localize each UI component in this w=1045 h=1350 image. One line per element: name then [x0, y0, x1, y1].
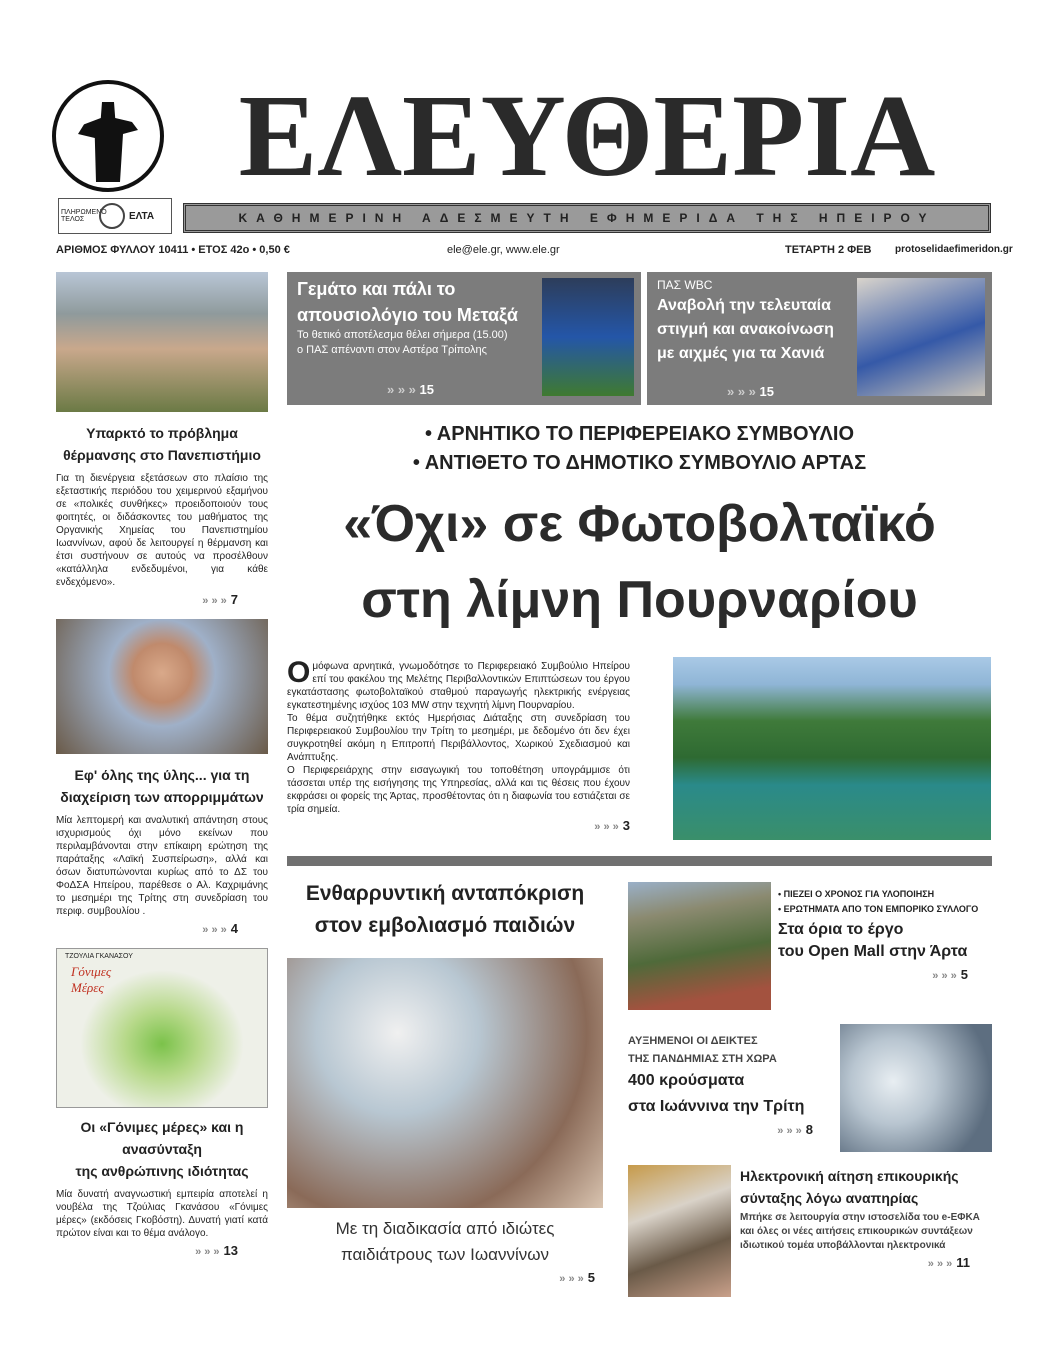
university-photo	[56, 272, 268, 412]
story-title: Γεμάτο και πάλι το	[297, 279, 456, 299]
page-ref: » » » 8	[777, 1122, 813, 1137]
page-ref: » » » 15	[727, 384, 775, 399]
story-title: Εφ' όλης της ύλης... για τη	[74, 767, 250, 783]
story-subtitle: Το θετικό αποτέλεσμα θέλει σήμερα (15.00)	[297, 329, 508, 341]
contact-info: ele@ele.gr, www.ele.gr	[447, 244, 560, 256]
drop-cap: Ο	[287, 656, 311, 689]
story-title: Ενθαρρυντική ανταπόκριση	[305, 882, 585, 905]
story-bullet: • ΕΡΩΤΗΜΑΤΑ ΑΠΟ ΤΟΝ ΕΜΠΟΡΙΚΟ ΣΥΛΛΟΓΟ	[778, 904, 979, 914]
story-text: Για τη διενέργεια εξετάσεων στο πλαίσιο της εξεταστικής περιόδου του χειμερινού εξαμήνου σε «πολικές συνθήκες» προειδοποιούν τους φοιτητές, οι διδάσκοντες του μαθήματος της Οργανικής Χημείας του Πανεπιστημίου Ιωαννίνων, αφού δε λειτουργεί η θέρμανση και έτσι συστήνουν σε αυτούς να προσέλθουν «κατάλληλα ενδεδυμένοι, για κάθε ενδεχόμενο».	[56, 473, 268, 588]
lead-bullet: • ΑΝΤΙΘΕΤΟ ΤΟ ΔΗΜΟΤΙΚΟ ΣΥΜΒΟΥΛΙΟ ΑΡΤΑΣ	[412, 452, 867, 474]
arta-aerial-photo	[628, 882, 771, 1010]
football-photo	[542, 278, 634, 396]
story-kicker: ΑΥΞΗΜΕΝΟΙ ΟΙ ΔΕΙΚΤΕΣ	[628, 1035, 758, 1047]
story-title: Αναβολή την τελευταία	[657, 297, 831, 314]
story-text: Μία λεπτομερή και αναλυτική απάντηση στους ισχυρισμούς όχι μόνο εκείνων που περιλαμβάνονται στην επίκαιρη ερώτηση της παράταξης «Λαϊκή Συσπείρωση», αλλά και όσων διατυπώνονται κυρίως από το ΔΣ του ΦοΔΣΑ Ηπείρου, παρέθεσε ο Αλ. Καχριμάνης το μεσημέρι της Τρίτης στη συνεδρίαση του περιφ. συμβουλίου .	[56, 815, 268, 917]
logo-emblem	[52, 80, 164, 192]
page-ref: » » » 5	[932, 967, 968, 982]
right-story-2[interactable]	[628, 1024, 992, 1154]
story-title: 400 κρούσματα	[628, 1072, 745, 1089]
page-ref: » » » 3	[594, 818, 630, 833]
story-subtitle: ιδιωτικού τομέα υποβάλλονται ηλεκτρονικά	[740, 1240, 946, 1251]
politician-photo	[56, 619, 268, 754]
left-story-1[interactable]	[56, 272, 268, 607]
story-title: Υπαρκτό το πρόβλημα	[86, 425, 238, 441]
lead-paragraph: μόφωνα αρνητικά, γνωμοδότησε το Περιφερειακό Συμβούλιο Ηπείρου επί του φακέλου της Μελέτης Περιβαλλοντικών Επιπτώσεων του έργου εγκατάστασης φωτοβολταϊκού σταθμού παραγωγής ηλεκτρικής ενέργειας εγκατεστημένης ισχύος 103 MW στην τεχνητή λίμνη Πουρναρίου.	[287, 661, 630, 711]
lead-body	[287, 656, 630, 833]
stamp-brand: ΕΛΤΑ	[129, 210, 155, 222]
story-title: σύνταξης λόγω αναπηρίας	[740, 1190, 919, 1206]
story-caption: παιδιάτρους των Ιωαννίνων	[340, 1245, 550, 1264]
divider	[287, 856, 992, 866]
story-title: στα Ιωάννινα την Τρίτη	[628, 1098, 805, 1115]
story-text: Μία δυνατή αναγνωστική εμπειρία αποτελεί η νουβέλα της Τζούλιας Γκανάσου «Γόνιμες μέρες» (εκδόσεις Γκοβόστη). Δυνατή γιατί κατά πρώτον είναι και το θέμα ανάλογο.	[56, 1189, 268, 1239]
story-kicker: ΠΑΣ WBC	[657, 278, 713, 292]
lead-paragraph: Το θέμα συζητήθηκε εκτός Ημερήσιας Διάταξης στη συνεδρίαση του Περιφερειακού Συμβουλίου την Τρίτη το μεσημέρι, με δεδομένο ότι δεν έχει συγκροτηθεί ακόμη η Επιτροπή Περιβάλλοντος, Χωρικού Σχεδιασμού και Ανάπτυξης.	[287, 713, 630, 763]
story-title: διαχείριση των απορριμμάτων	[60, 789, 264, 805]
left-story-2[interactable]	[56, 619, 268, 936]
right-story-1[interactable]	[628, 882, 992, 982]
story-subtitle: ο ΠΑΣ απέναντι στον Αστέρα Τρίπολης	[297, 344, 487, 356]
page-ref: » » » 11	[927, 1255, 970, 1270]
lead-bullet: • ΑΡΝΗΤΙΚΟ ΤΟ ΠΕΡΙΦΕΡΕΙΑΚΟ ΣΥΜΒΟΥΛΙΟ	[424, 423, 855, 445]
book-title: Γόνιμες Μέρες	[71, 964, 112, 995]
book-author: ΤΖΟΥΛΙΑ ΓΚΑΝΑΣΟΥ	[65, 953, 133, 960]
story-title: με αιχμές για τα Χανιά	[657, 345, 825, 362]
issue-info: ΑΡΙΘΜΟΣ ΦΥΛΛΟΥ 10411 • ΕΤΟΣ 42ο • 0,50 €	[56, 244, 290, 256]
story-title: της ανθρώπινης ιδιότητας	[75, 1163, 249, 1179]
left-story-3[interactable]	[56, 948, 268, 1258]
postage-stamp	[58, 198, 172, 234]
page-ref: » » » 5	[559, 1270, 595, 1285]
lead-headline: στη λίμνη Πουρναρίου	[361, 571, 918, 629]
masthead-title: ΕΛΕΥΘΕΡΙΑ	[238, 70, 936, 201]
vaccine-story[interactable]	[287, 878, 603, 1285]
euro-money-photo	[628, 1165, 731, 1297]
lake-photo	[673, 657, 991, 840]
story-title: στον εμβολιασμό παιδιών	[314, 914, 576, 937]
story-title: Στα όρια το έργο	[778, 921, 904, 938]
lead-headline: «Όχι» σε Φωτοβολταϊκό	[343, 495, 936, 553]
book-cover	[56, 948, 268, 1108]
left-column	[56, 272, 268, 1270]
stamp-text: ΠΛΗΡΩΜΕΝΟ ΤΕΛΟΣ	[61, 209, 107, 223]
page-ref: » » » 4	[202, 921, 238, 936]
seal-icon	[99, 203, 125, 229]
page-ref: » » » 13	[195, 1243, 238, 1258]
story-caption: Με τη διαδικασία από ιδιώτες	[335, 1219, 555, 1238]
story-title: του Open Mall στην Άρτα	[778, 943, 968, 960]
issue-date: ΤΕΤΑΡΤΗ 2 ΦΕΒ	[785, 244, 872, 256]
covid-doctor-photo	[840, 1024, 992, 1152]
masthead-subtitle: ΚΑΘΗΜΕΡΙΝΗ ΑΔΕΣΜΕΥΤΗ ΕΦΗΜΕΡΙΔΑ ΤΗΣ ΗΠΕΙΡΟΥ	[183, 203, 991, 233]
sports-story-1[interactable]	[287, 272, 641, 405]
story-subtitle: και όλες οι νέες αιτήσεις επικουρικών συντάξεων	[740, 1226, 973, 1237]
story-title: απουσιολόγιο του Μεταξά	[297, 305, 518, 325]
story-title: θέρμανσης στο Πανεπιστήμιο	[63, 447, 261, 463]
vaccine-photo	[287, 958, 603, 1208]
story-subtitle: Μπήκε σε λειτουργία στην ιστοσελίδα του e-ΕΦΚΑ	[740, 1212, 980, 1223]
story-bullet: • ΠΙΕΖΕΙ Ο ΧΡΟΝΟΣ ΓΙΑ ΥΛΟΠΟΙΗΣΗ	[778, 889, 935, 899]
page-ref: » » » 15	[387, 382, 435, 397]
story-title: Ηλεκτρονική αίτηση επικουρικής	[740, 1168, 959, 1184]
story-title: Οι «Γόνιμες μέρες» και η ανασύνταξη	[80, 1119, 244, 1157]
sports-story-2[interactable]	[647, 272, 992, 405]
right-story-3[interactable]	[628, 1165, 992, 1270]
justice-figure-icon	[78, 102, 138, 182]
watermark: protoselidaefimeridon.gr	[895, 244, 1013, 255]
lead-story[interactable]	[287, 420, 992, 638]
page-ref: » » » 7	[202, 592, 238, 607]
story-title: στιγμή και ανακοίνωση	[657, 321, 834, 338]
story-kicker: ΤΗΣ ΠΑΝΔΗΜΙΑΣ ΣΤΗ ΧΩΡΑ	[628, 1053, 777, 1065]
lead-paragraph: Ο Περιφερειάρχης στην εισαγωγική του τοποθέτηση υπογράμμισε ότι τάσσεται υπέρ της εισήγησης της Υπηρεσίας, αλλά και τις θέσεις που έχουν εκφράσει οι φορείς της Άρτας, προσθέτοντας ότι η διαφωνία του εστιάζεται σε τρία σημεία.	[287, 765, 630, 815]
basketball-photo	[857, 278, 985, 396]
